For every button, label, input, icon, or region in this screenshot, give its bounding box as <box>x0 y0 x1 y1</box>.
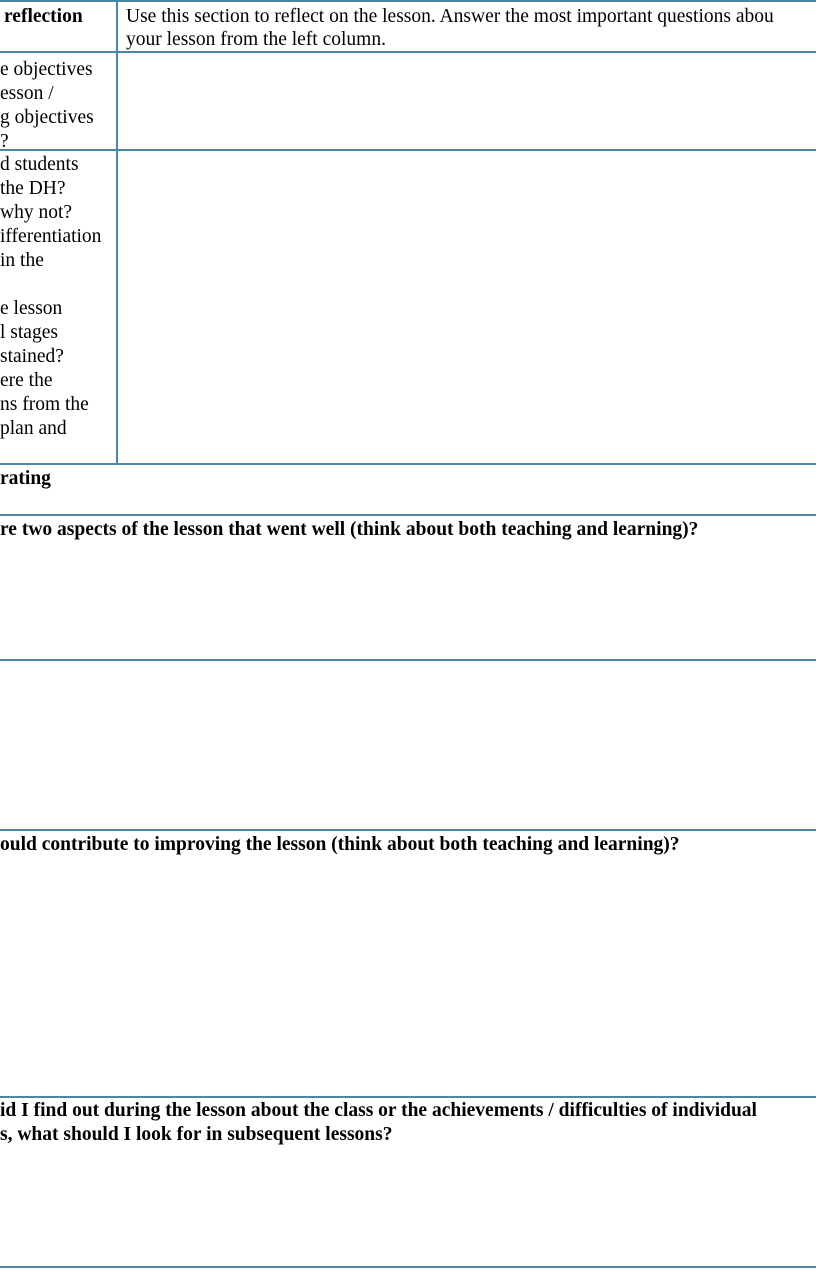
students-line: stained? <box>0 346 64 367</box>
students-line: ifferentiation <box>0 226 102 247</box>
table-top-border <box>0 0 816 2</box>
improving-answer-area[interactable] <box>0 860 816 1094</box>
students-line: d students <box>0 154 79 175</box>
students-question <box>0 153 102 441</box>
objectives-question <box>0 58 94 154</box>
instruction-line-1: Use this section to reflect on the lesson. Answer the most important questions abou <box>126 6 774 27</box>
students-line: ere the <box>0 370 53 391</box>
went-well-prompt: re two aspects of the lesson that went well (think about both teaching and learning)? <box>0 519 699 540</box>
students-line: ns from the <box>0 394 89 415</box>
improving-prompt: ould contribute to improving the lesson (think about both teaching and learning)? <box>0 834 680 855</box>
objectives-answer-cell[interactable] <box>118 53 816 149</box>
row-divider-went-well <box>0 659 816 661</box>
students-line: plan and <box>0 418 67 439</box>
students-line: in the <box>0 250 44 271</box>
went-well-answer-area[interactable] <box>0 545 816 657</box>
objectives-line: ? <box>0 131 9 152</box>
row-divider-students <box>0 463 816 465</box>
row-divider-improving <box>0 1096 816 1098</box>
blank-answer-area[interactable] <box>0 662 816 828</box>
row-divider-blank <box>0 829 816 831</box>
students-line: the DH? <box>0 178 66 199</box>
objectives-line: esson / <box>0 83 54 104</box>
reflection-heading: reflection <box>4 6 83 27</box>
objectives-line: e objectives <box>0 59 93 80</box>
students-line: e lesson <box>0 298 63 319</box>
students-line: why not? <box>0 202 73 223</box>
students-line <box>0 273 101 297</box>
instruction-line-2: your lesson from the left column. <box>126 29 386 50</box>
row-divider-rating <box>0 514 816 516</box>
find-out-answer-area[interactable] <box>0 1150 816 1264</box>
students-line: l stages <box>0 322 58 343</box>
rating-label: rating <box>0 468 51 489</box>
find-out-prompt-line-2: s, what should I look for in subsequent lessons? <box>0 1124 393 1145</box>
find-out-prompt-line-1: id I find out during the lesson about the class or the achievements / difficulties of individual <box>0 1100 757 1121</box>
objectives-line: g objectives <box>0 107 94 128</box>
table-bottom-border <box>0 1266 816 1268</box>
students-answer-cell[interactable] <box>118 151 816 463</box>
